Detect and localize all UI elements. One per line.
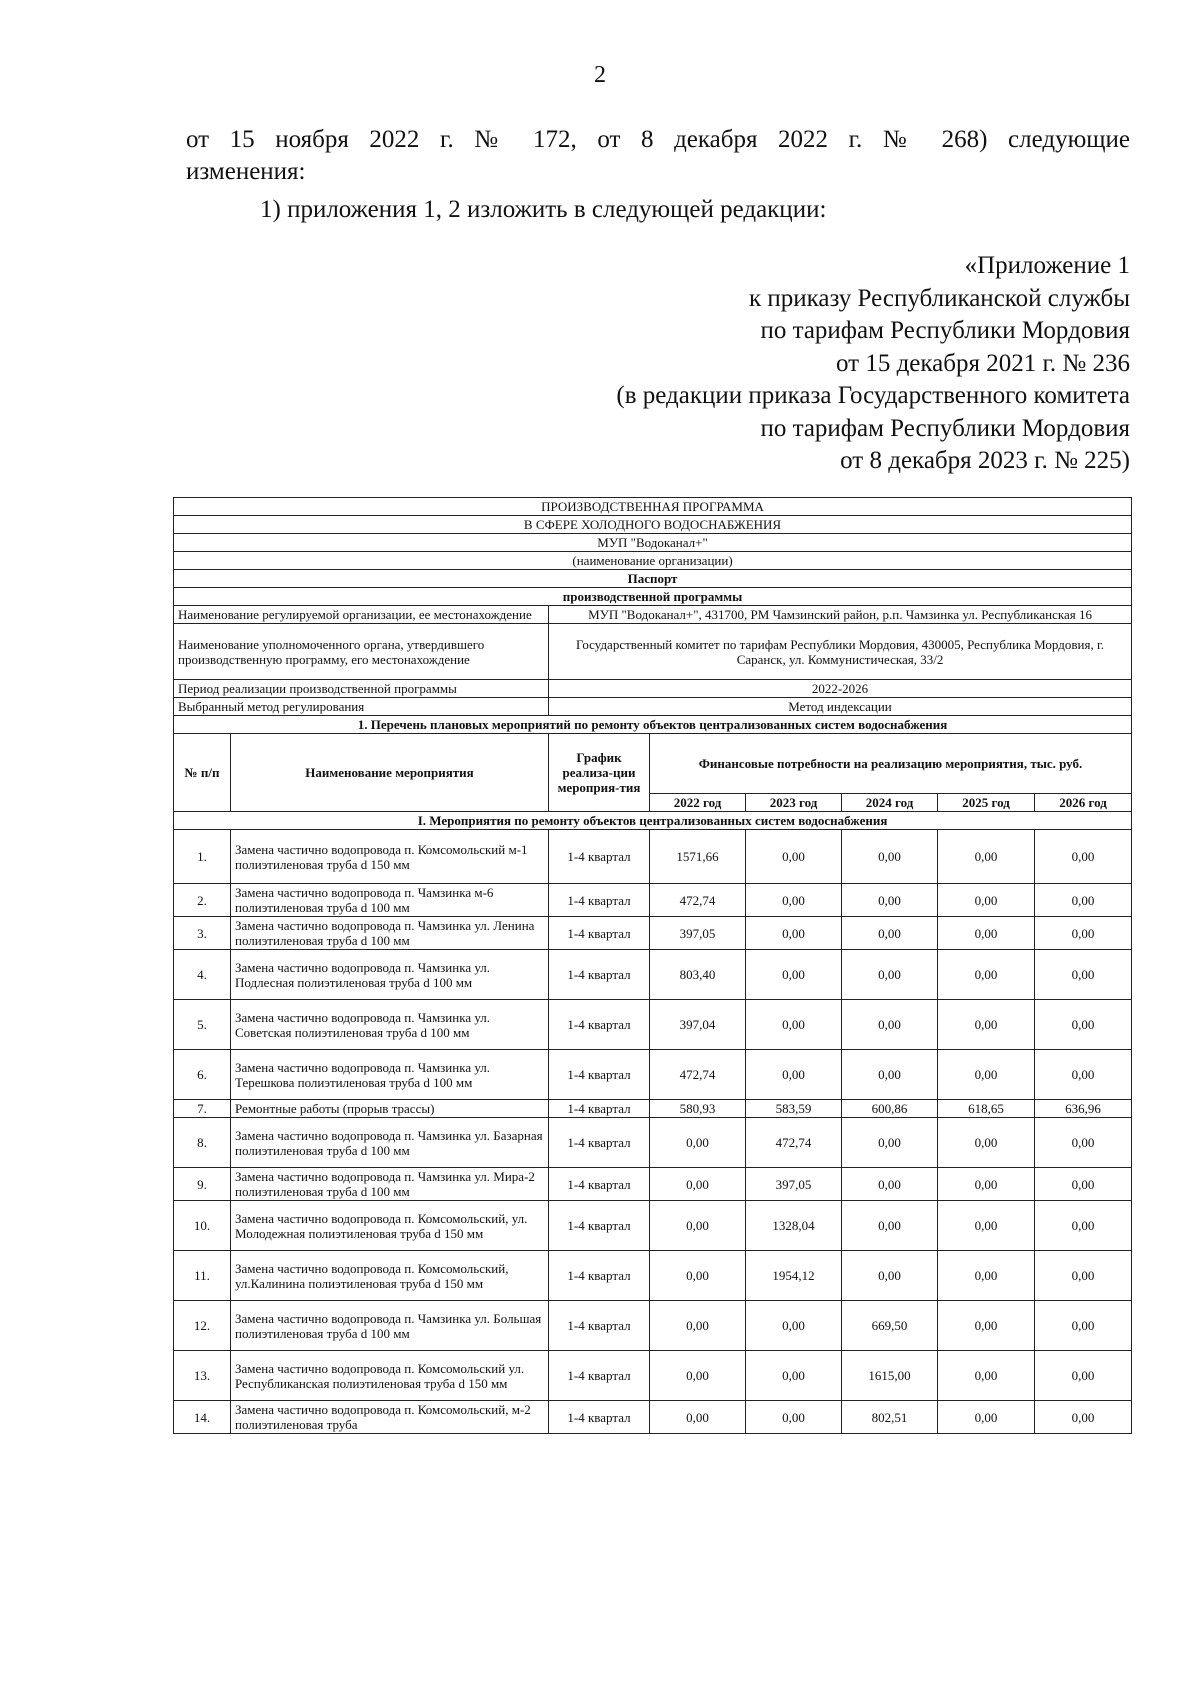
table-row	[174, 1351, 1132, 1401]
header-year: 2024 год	[842, 794, 938, 812]
table-row	[174, 950, 1132, 1000]
row-value: 0,00	[746, 884, 842, 917]
row-name: Замена частично водопровода п. Чамзинка ул. Большая полиэтиленовая труба d 100 мм	[231, 1301, 549, 1351]
table-row	[174, 884, 1132, 917]
row-value: 1328,04	[746, 1201, 842, 1251]
row-value: 0,00	[1035, 830, 1132, 884]
row-value: 0,00	[746, 1301, 842, 1351]
organization-name: МУП "Водоканал+"	[174, 534, 1132, 552]
row-schedule: 1-4 квартал	[549, 1351, 650, 1401]
row-value: 0,00	[1035, 917, 1132, 950]
row-value: 0,00	[650, 1401, 746, 1434]
row-schedule: 1-4 квартал	[549, 830, 650, 884]
row-value: 618,65	[938, 1100, 1035, 1118]
row-value: 0,00	[1035, 1251, 1132, 1301]
page-number: 2	[594, 62, 606, 88]
row-value: 669,50	[842, 1301, 938, 1351]
row-value: 0,00	[842, 830, 938, 884]
row-value: 0,00	[842, 917, 938, 950]
row-value: 397,05	[746, 1168, 842, 1201]
row-num: 4.	[174, 950, 231, 1000]
row-name: Замена частично водопровода п. Чамзинка м-6 полиэтиленовая труба d 100 мм	[231, 884, 549, 917]
row-value: 0,00	[650, 1251, 746, 1301]
row-schedule: 1-4 квартал	[549, 1168, 650, 1201]
appendix-header	[616, 250, 1130, 478]
row-value: 0,00	[938, 917, 1035, 950]
row-value: 0,00	[1035, 1118, 1132, 1168]
row-value: 0,00	[938, 950, 1035, 1000]
info-value: МУП "Водоканал+", 431700, РМ Чамзинский район, р.п. Чамзинка ул. Республиканская 16	[549, 606, 1132, 624]
header-year: 2022 год	[650, 794, 746, 812]
row-value: 0,00	[842, 1251, 938, 1301]
row-schedule: 1-4 квартал	[549, 1050, 650, 1100]
row-value: 0,00	[938, 1251, 1035, 1301]
row-name: Замена частично водопровода п. Чамзинка ул. Советская полиэтиленовая труба d 100 мм	[231, 1000, 549, 1050]
row-value: 0,00	[842, 1000, 938, 1050]
info-label: Выбранный метод регулирования	[174, 698, 549, 716]
row-num: 11.	[174, 1251, 231, 1301]
info-label: Наименование уполномоченного органа, утвердившего производственную программу, его местонахождение	[174, 624, 549, 680]
row-value: 0,00	[938, 1000, 1035, 1050]
row-num: 5.	[174, 1000, 231, 1050]
row-name: Замена частично водопровода п. Чамзинка ул. Базарная полиэтиленовая труба d 100 мм	[231, 1118, 549, 1168]
row-value: 472,74	[746, 1118, 842, 1168]
row-name: Замена частично водопровода п. Комсомольский, м-2 полиэтиленовая труба	[231, 1401, 549, 1434]
row-num: 6.	[174, 1050, 231, 1100]
row-value: 0,00	[938, 1168, 1035, 1201]
table-row	[174, 1100, 1132, 1118]
row-value: 0,00	[650, 1201, 746, 1251]
row-value: 0,00	[1035, 1168, 1132, 1201]
row-value: 0,00	[938, 1301, 1035, 1351]
subsection-title: I. Мероприятия по ремонту объектов централизованных систем водоснабжения	[174, 812, 1132, 830]
header-name: Наименование мероприятия	[231, 734, 549, 812]
row-value: 0,00	[1035, 1351, 1132, 1401]
row-value: 0,00	[1035, 950, 1132, 1000]
info-label: Наименование регулируемой организации, ее местонахождение	[174, 606, 549, 624]
row-name: Замена частично водопровода п. Комсомольский, ул. Молодежная полиэтиленовая труба d 150 мм	[231, 1201, 549, 1251]
row-value: 0,00	[842, 950, 938, 1000]
info-value: Метод индексации	[549, 698, 1132, 716]
header-schedule: График реализа-ции мероприя-тия	[549, 734, 650, 812]
row-value: 0,00	[938, 1351, 1035, 1401]
row-schedule: 1-4 квартал	[549, 1000, 650, 1050]
row-value: 803,40	[650, 950, 746, 1000]
row-value: 0,00	[1035, 1301, 1132, 1351]
table-row	[174, 1251, 1132, 1301]
row-value: 0,00	[1035, 1401, 1132, 1434]
row-value: 0,00	[746, 1050, 842, 1100]
row-value: 0,00	[746, 1401, 842, 1434]
row-value: 583,59	[746, 1100, 842, 1118]
header-num: № п/п	[174, 734, 231, 812]
info-label: Период реализации производственной программы	[174, 680, 549, 698]
row-value: 0,00	[938, 1201, 1035, 1251]
row-num: 8.	[174, 1118, 231, 1168]
appendix-line: по тарифам Республики Мордовия	[760, 317, 1130, 344]
row-value: 0,00	[746, 1351, 842, 1401]
row-num: 10.	[174, 1201, 231, 1251]
table-row	[174, 1201, 1132, 1251]
row-num: 7.	[174, 1100, 231, 1118]
header-finance: Финансовые потребности на реализацию мероприятия, тыс. руб.	[650, 734, 1132, 794]
table-row	[174, 1000, 1132, 1050]
table-row	[174, 830, 1132, 884]
intro-line-3: 1) приложения 1, 2 изложить в следующей редакции:	[260, 196, 827, 223]
row-schedule: 1-4 квартал	[549, 1251, 650, 1301]
organization-caption: (наименование организации)	[174, 552, 1132, 570]
row-value: 0,00	[1035, 1000, 1132, 1050]
row-num: 9.	[174, 1168, 231, 1201]
row-value: 0,00	[650, 1301, 746, 1351]
row-name: Замена частично водопровода п. Комсомольский, ул.Калинина полиэтиленовая труба d 150 мм	[231, 1251, 549, 1301]
row-schedule: 1-4 квартал	[549, 1118, 650, 1168]
header-year: 2023 год	[746, 794, 842, 812]
passport-title: Паспорт	[174, 570, 1132, 588]
row-value: 0,00	[938, 830, 1035, 884]
row-name: Замена частично водопровода п. Чамзинка ул. Мира-2 полиэтиленовая труба d 100 мм	[231, 1168, 549, 1201]
row-value: 0,00	[842, 1050, 938, 1100]
row-num: 13.	[174, 1351, 231, 1401]
row-schedule: 1-4 квартал	[549, 1100, 650, 1118]
row-value: 0,00	[938, 1118, 1035, 1168]
row-name: Замена частично водопровода п. Чамзинка ул. Подлесная полиэтиленовая труба d 100 мм	[231, 950, 549, 1000]
info-value: Государственный комитет по тарифам Республики Мордовия, 430005, Республика Мордовия, г. Саранск, ул. Коммунистическая, 33/2	[549, 624, 1132, 680]
row-schedule: 1-4 квартал	[549, 950, 650, 1000]
row-value: 0,00	[746, 950, 842, 1000]
table-title-1: ПРОИЗВОДСТВЕННАЯ ПРОГРАММА	[174, 498, 1132, 516]
header-year: 2026 год	[1035, 794, 1132, 812]
row-num: 12.	[174, 1301, 231, 1351]
row-value: 472,74	[650, 1050, 746, 1100]
row-value: 0,00	[938, 1050, 1035, 1100]
row-value: 0,00	[650, 1168, 746, 1201]
row-value: 0,00	[842, 1168, 938, 1201]
row-schedule: 1-4 квартал	[549, 1301, 650, 1351]
section-1-title: 1. Перечень плановых мероприятий по ремонту объектов централизованных систем водоснабжения	[174, 716, 1132, 734]
row-schedule: 1-4 квартал	[549, 884, 650, 917]
row-value: 636,96	[1035, 1100, 1132, 1118]
passport-subtitle: производственной программы	[174, 588, 1132, 606]
row-value: 0,00	[746, 830, 842, 884]
row-value: 0,00	[842, 1201, 938, 1251]
row-num: 14.	[174, 1401, 231, 1434]
table-row	[174, 1301, 1132, 1351]
row-value: 0,00	[1035, 1050, 1132, 1100]
row-value: 802,51	[842, 1401, 938, 1434]
info-value: 2022-2026	[549, 680, 1132, 698]
row-value: 1571,66	[650, 830, 746, 884]
table-row	[174, 1168, 1132, 1201]
row-value: 0,00	[650, 1351, 746, 1401]
production-program-table	[173, 497, 1132, 1434]
row-name: Ремонтные работы (прорыв трассы)	[231, 1100, 549, 1118]
appendix-line: от 8 декабря 2023 г. № 225)	[840, 447, 1130, 474]
table-row	[174, 1050, 1132, 1100]
intro-text	[186, 124, 1130, 226]
appendix-line: от 15 декабря 2021 г. № 236	[835, 349, 1130, 377]
row-value: 0,00	[842, 1118, 938, 1168]
row-value: 397,05	[650, 917, 746, 950]
appendix-line: (в редакции приказа Государственного комитета	[616, 382, 1130, 409]
row-schedule: 1-4 квартал	[549, 1401, 650, 1434]
row-value: 0,00	[650, 1118, 746, 1168]
row-value: 1954,12	[746, 1251, 842, 1301]
row-value: 0,00	[938, 1401, 1035, 1434]
table-row	[174, 1118, 1132, 1168]
row-name: Замена частично водопровода п. Комсомольский ул. Республиканская полиэтиленовая труба d 150 мм	[231, 1351, 549, 1401]
row-value: 0,00	[938, 884, 1035, 917]
intro-line-2: изменения:	[186, 158, 306, 185]
table-title-2: В СФЕРЕ ХОЛОДНОГО ВОДОСНАБЖЕНИЯ	[174, 516, 1132, 534]
table-row	[174, 1401, 1132, 1434]
appendix-line: «Приложение 1	[964, 252, 1130, 279]
intro-line-1: от 15 ноября 2022 г. № 172, от 8 декабря 2022 г. № 268) следующие	[186, 126, 1130, 153]
table-row	[174, 917, 1132, 950]
row-num: 1.	[174, 830, 231, 884]
row-name: Замена частично водопровода п. Комсомольский м-1 полиэтиленовая труба d 150 мм	[231, 830, 549, 884]
row-value: 600,86	[842, 1100, 938, 1118]
row-num: 2.	[174, 884, 231, 917]
row-value: 472,74	[650, 884, 746, 917]
appendix-line: по тарифам Республики Мордовия	[760, 414, 1130, 442]
row-schedule: 1-4 квартал	[549, 917, 650, 950]
row-num: 3.	[174, 917, 231, 950]
row-value: 0,00	[842, 884, 938, 917]
appendix-line: к приказу Республиканской службы	[748, 284, 1130, 312]
row-value: 1615,00	[842, 1351, 938, 1401]
row-value: 0,00	[746, 917, 842, 950]
row-value: 0,00	[1035, 884, 1132, 917]
header-year: 2025 год	[938, 794, 1035, 812]
row-schedule: 1-4 квартал	[549, 1201, 650, 1251]
row-name: Замена частично водопровода п. Чамзинка ул. Ленина полиэтиленовая труба d 100 мм	[231, 917, 549, 950]
row-value: 0,00	[746, 1000, 842, 1050]
row-value: 580,93	[650, 1100, 746, 1118]
row-value: 0,00	[1035, 1201, 1132, 1251]
row-value: 397,04	[650, 1000, 746, 1050]
row-name: Замена частично водопровода п. Чамзинка ул. Терешкова полиэтиленовая труба d 100 мм	[231, 1050, 549, 1100]
